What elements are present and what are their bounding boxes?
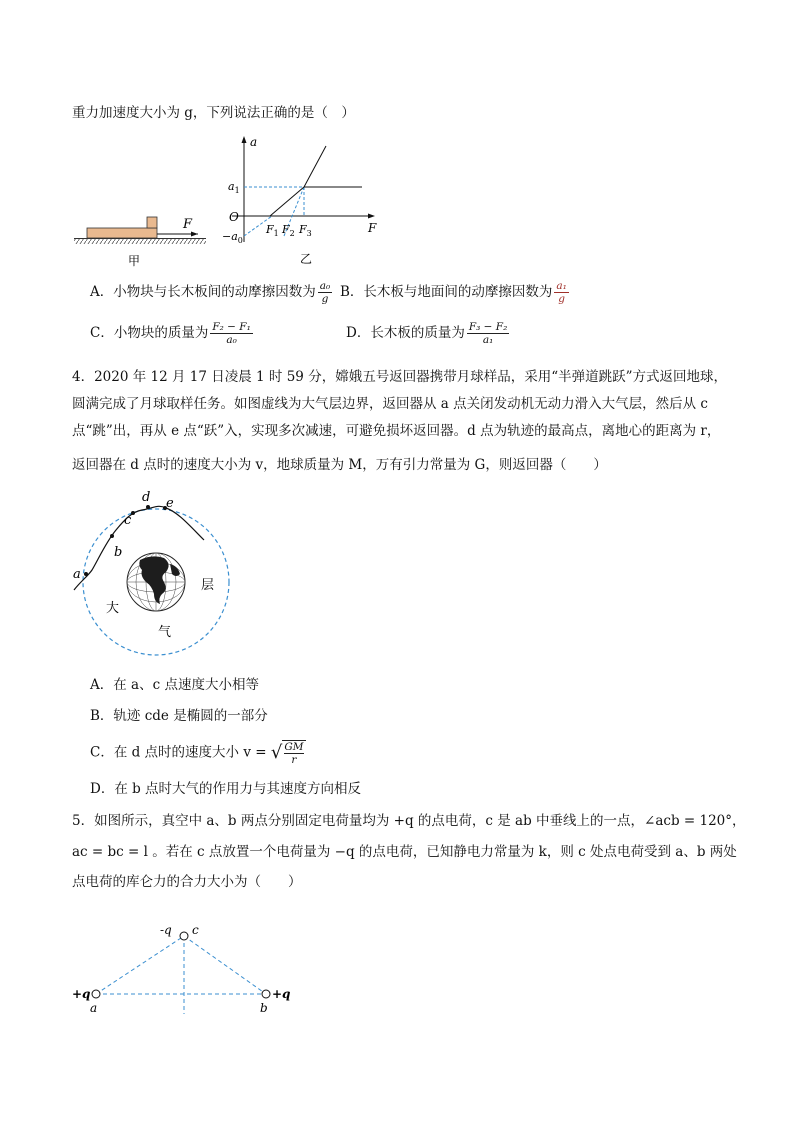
char-ceng: 层 <box>201 578 215 593</box>
q4-stem-line-4: 返回器在 d 点时的速度大小为 v，地球质量为 M，万有引力常量为 G，则返回器（ ） <box>72 457 607 473</box>
q4-stem-line-1: 4．2020 年 12 月 17 日凌晨 1 时 59 分，嫦娥五号返回器携带月球样品，采用“半弹道跳跃”方式返回地球， <box>72 369 727 385</box>
charge-b-value: +q <box>272 987 291 1001</box>
charge-c <box>180 932 188 940</box>
char-qi: 气 <box>158 625 172 640</box>
q3-option-a: A．小物块与长木板间的动摩擦因数为 $\frac{\text{a₀}}{g}$ <box>90 280 331 305</box>
caption-jia: 甲 <box>127 254 141 268</box>
figure-charges <box>70 918 310 1020</box>
point-b <box>110 534 114 538</box>
charge-b <box>262 990 270 998</box>
figure-yi <box>222 132 382 272</box>
q4-stem-line-2: 圆满完成了月球取样任务。如图虚线为大气层边界，返回器从 a 点关闭发动机无动力滑入大气层，然后从 c <box>72 396 708 412</box>
ground-hatch <box>74 239 206 244</box>
charge-c-value: -q <box>160 923 172 937</box>
label-b: b <box>114 545 123 560</box>
earth-globe <box>127 553 185 611</box>
q4-option-a: A．在 a、c 点速度大小相等 <box>90 677 259 693</box>
label-c-point: c <box>192 923 199 937</box>
origin-label: O <box>229 210 239 224</box>
f1-label: $F_1$ <box>266 223 279 238</box>
point-d <box>146 505 150 509</box>
q5-stem-line-2: ac = bc = l 。若在 c 点放置一个电荷量为 −q 的点电荷，已知静电力常量为 k，则 c 处点电荷受到 a、b 两处 <box>72 844 737 860</box>
caption-yi: 乙 <box>299 252 313 266</box>
q5-stem-line-1: 5．如图所示，真空中 a、b 两点分别固定电荷量均为 +q 的点电荷，c 是 ab 中垂线上的一点，∠acb = 120°， <box>72 813 746 829</box>
graph-segment-1 <box>270 187 304 216</box>
f2-label: $F_2$ <box>282 223 295 238</box>
q3-option-d: D．长木板的质量为 $\frac{\text{F₃ − F₂}}{\text{a₁}}$ <box>346 321 508 346</box>
long-board <box>87 228 157 238</box>
figure-reentry <box>68 486 248 662</box>
graph-segment-steep <box>304 146 326 187</box>
a1-label: $a_1$ <box>228 180 240 195</box>
y-axis-label: a <box>250 135 258 149</box>
f3-label: $F_3$ <box>299 223 312 238</box>
force-arrowhead <box>191 232 198 237</box>
label-a: a <box>73 567 81 582</box>
label-b-point: b <box>260 1001 268 1015</box>
q4-stem-line-3: 点“跳”出，再从 e 点“跃”入，实现多次减速，可避免损坏返回器。d 点为轨迹的最高点，离地心的距离为 r， <box>72 423 721 439</box>
q4-option-c: C．在 d 点时的速度大小 v = √ $\frac{GM}{r}$ <box>90 741 304 766</box>
char-da: 大 <box>106 601 120 616</box>
small-block <box>147 217 157 228</box>
segment-bc <box>184 936 266 994</box>
charge-a-value: +q <box>72 987 91 1001</box>
a0-label: $-a_0$ <box>222 230 243 245</box>
segment-ac <box>96 936 184 994</box>
label-e: e <box>166 496 174 511</box>
q4-option-b: B．轨迹 cde 是椭圆的一部分 <box>90 708 268 724</box>
force-label: F <box>183 217 193 232</box>
label-a-point: a <box>90 1001 98 1015</box>
x-axis-label: F <box>368 221 377 235</box>
charge-a <box>92 990 100 998</box>
point-a <box>84 572 88 576</box>
q3-stem: 重力加速度大小为 g，下列说法正确的是（ ） <box>72 105 355 121</box>
q3-option-c: C．小物块的质量为 $\frac{\text{F₂ − F₁}}{\text{a₀}}$ <box>90 321 251 346</box>
figure-jia <box>70 205 210 270</box>
label-d: d <box>142 490 151 505</box>
q4-option-d: D．在 b 点时大气的作用力与其速度方向相反 <box>90 781 362 797</box>
label-c: c <box>124 513 132 528</box>
point-c <box>131 511 135 515</box>
q5-stem-line-3: 点电荷的库仑力的合力大小为（ ） <box>72 874 302 890</box>
q3-option-b: B．长木板与地面间的动摩擦因数为 $\frac{\text{a₁}}{g}$ <box>340 280 567 305</box>
